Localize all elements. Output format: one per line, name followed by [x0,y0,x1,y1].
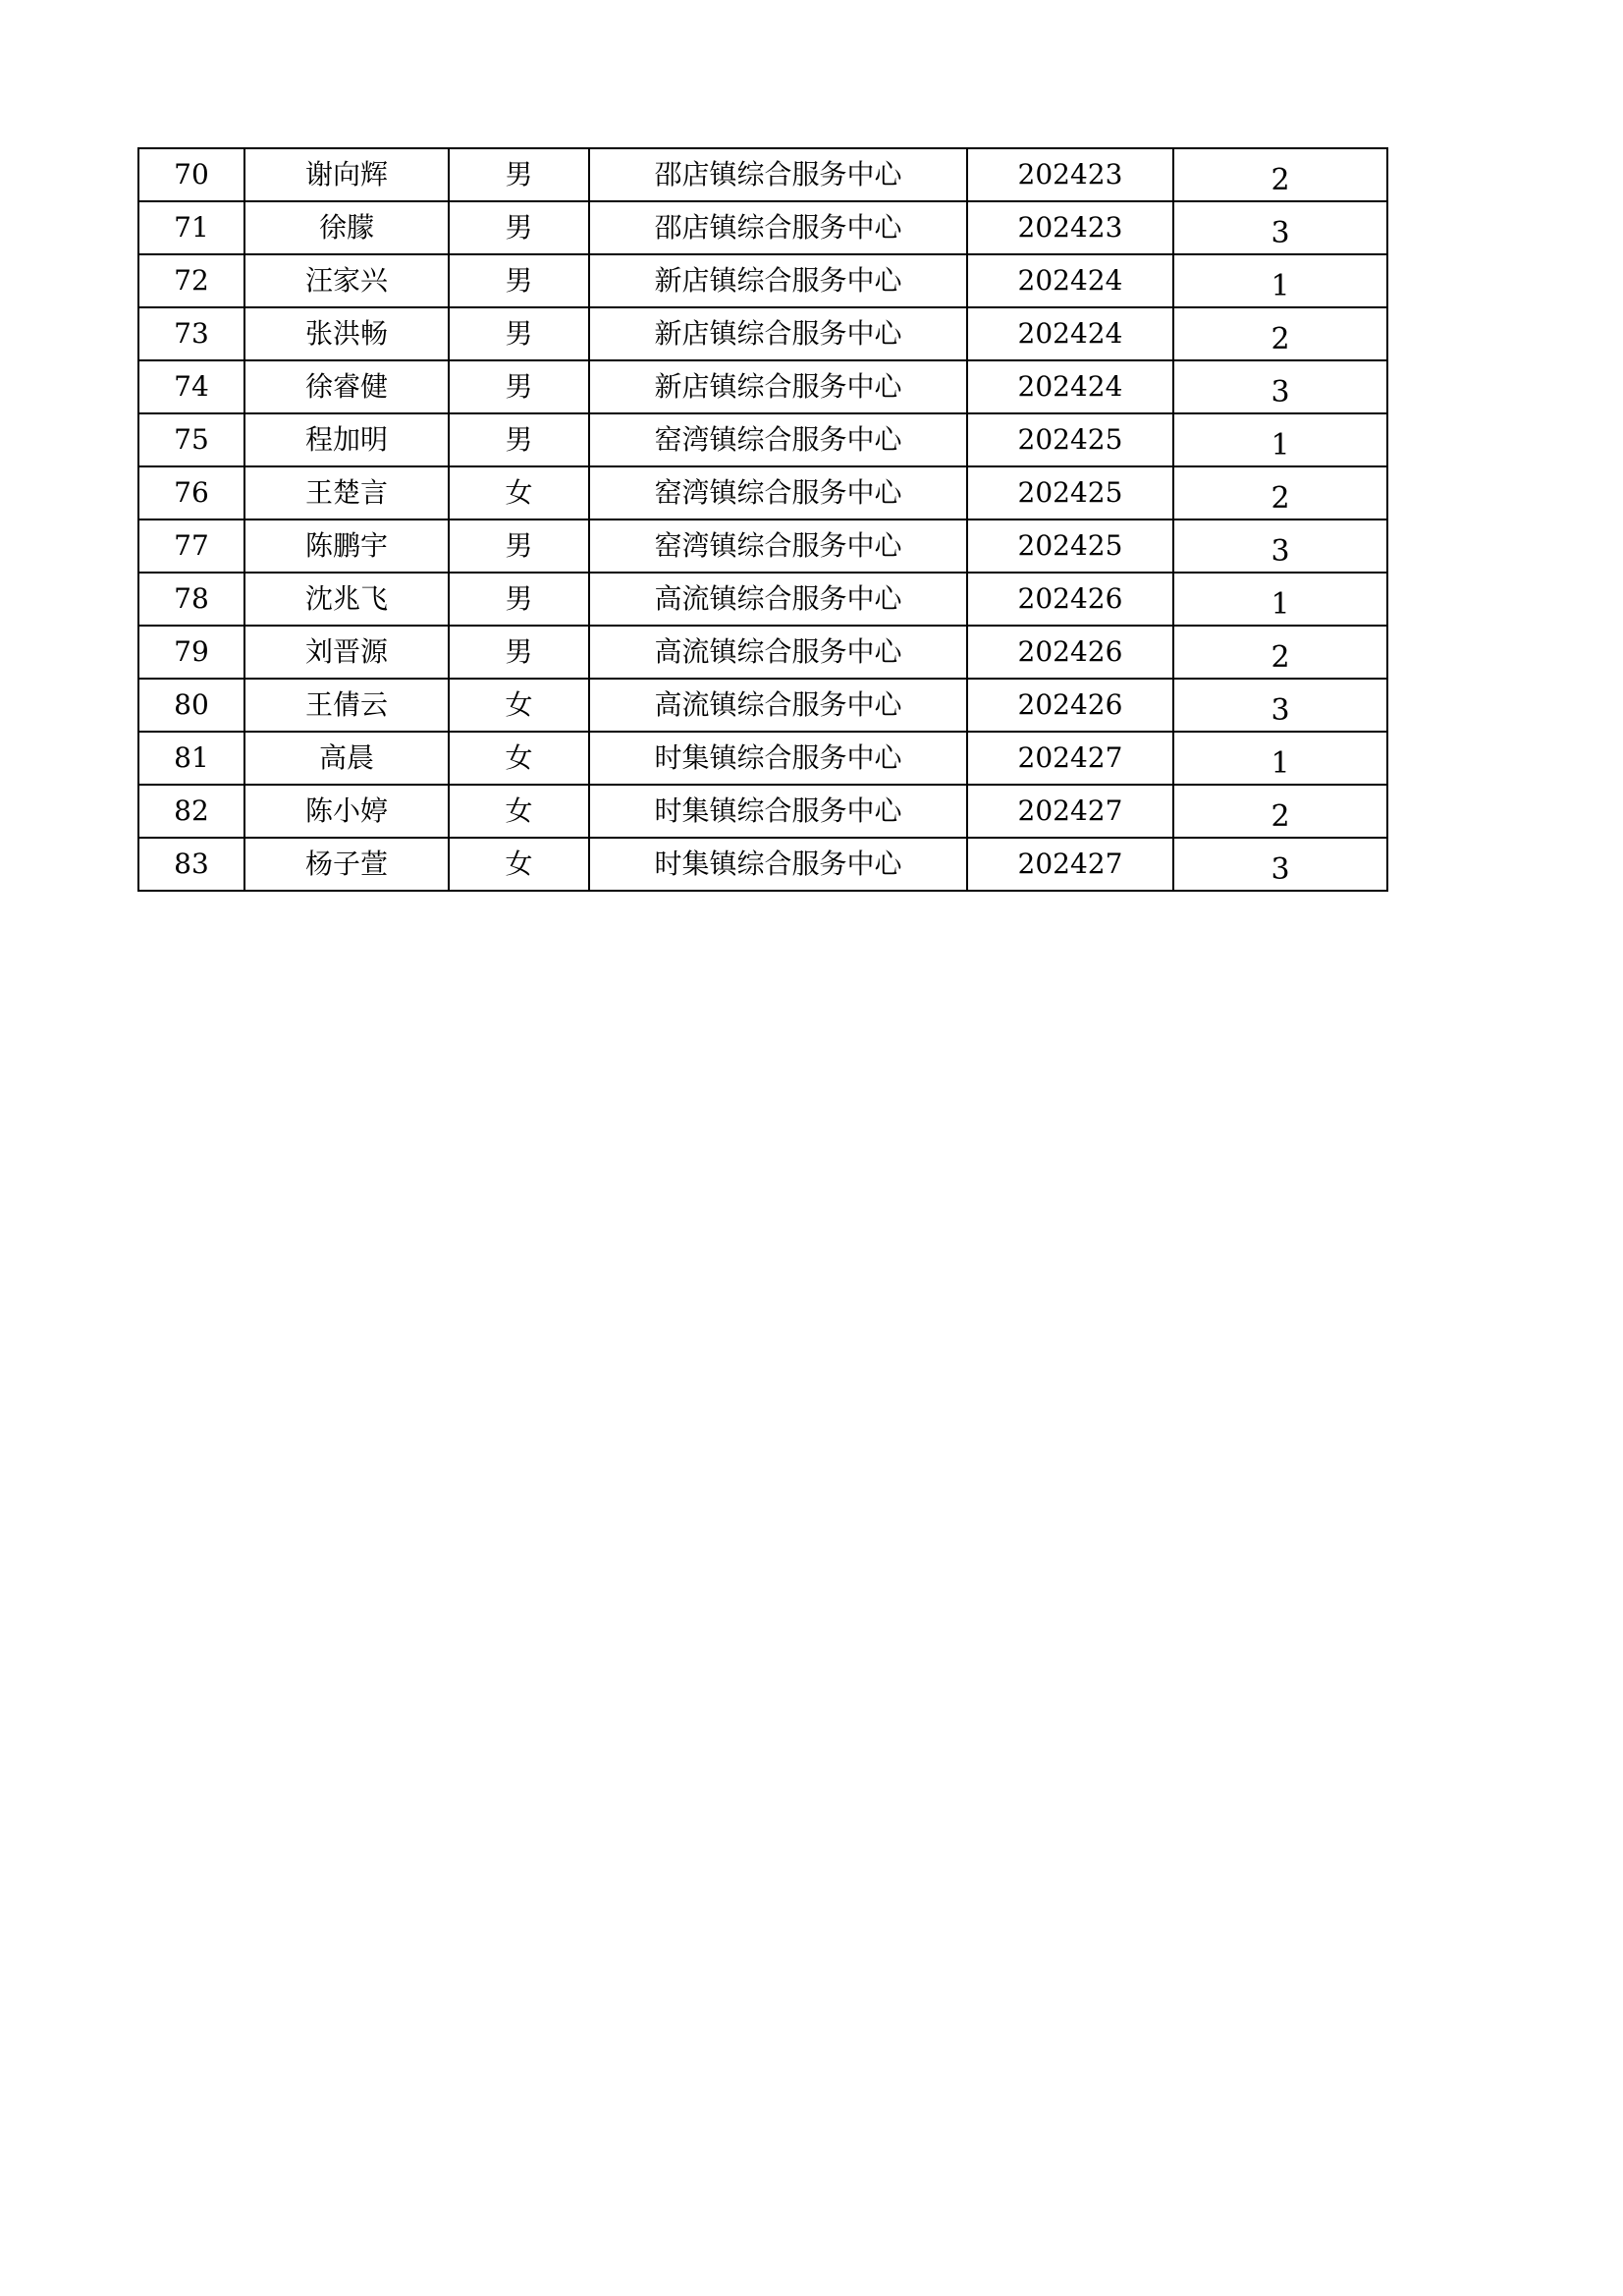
cell-position-rank-value: 1 [1271,746,1290,781]
cell-position-rank [1173,201,1387,254]
cell-gender: 男 [449,307,589,360]
cell-unit: 邵店镇综合服务中心 [589,148,967,201]
cell-gender: 男 [449,413,589,466]
cell-gender: 男 [449,360,589,413]
cell-position-rank-value: 3 [1271,693,1290,728]
table-row [138,201,1387,254]
table-row [138,466,1387,519]
cell-position-code: 202426 [967,573,1173,626]
cell-name: 王倩云 [244,679,449,732]
cell-unit: 新店镇综合服务中心 [589,360,967,413]
cell-number: 80 [138,679,244,732]
cell-name: 徐朦 [244,201,449,254]
cell-position-rank [1173,573,1387,626]
cell-number: 70 [138,148,244,201]
cell-position-rank-value: 2 [1271,799,1290,834]
cell-number: 75 [138,413,244,466]
cell-number: 79 [138,626,244,679]
cell-position-code: 202424 [967,307,1173,360]
cell-position-rank-value: 1 [1271,428,1290,463]
cell-position-code: 202425 [967,519,1173,573]
cell-position-code: 202426 [967,679,1173,732]
cell-number: 72 [138,254,244,307]
cell-gender: 女 [449,732,589,785]
table-row [138,148,1387,201]
cell-number: 76 [138,466,244,519]
cell-name: 张洪畅 [244,307,449,360]
table-row [138,679,1387,732]
cell-unit: 高流镇综合服务中心 [589,626,967,679]
cell-unit: 时集镇综合服务中心 [589,732,967,785]
roster-body [138,148,1387,891]
table-row [138,785,1387,838]
cell-number: 81 [138,732,244,785]
table-row [138,573,1387,626]
cell-position-code: 202425 [967,466,1173,519]
cell-position-rank-value: 2 [1271,640,1290,675]
table-row [138,519,1387,573]
cell-unit: 邵店镇综合服务中心 [589,201,967,254]
cell-gender: 男 [449,519,589,573]
cell-unit: 高流镇综合服务中心 [589,679,967,732]
cell-position-rank [1173,732,1387,785]
cell-gender: 男 [449,626,589,679]
cell-unit: 时集镇综合服务中心 [589,838,967,891]
cell-position-rank-value: 1 [1271,269,1290,303]
cell-position-rank-value: 2 [1271,481,1290,516]
table-row [138,413,1387,466]
cell-position-rank-value: 3 [1271,375,1290,410]
cell-position-rank [1173,838,1387,891]
cell-position-rank [1173,307,1387,360]
cell-name: 王楚言 [244,466,449,519]
cell-number: 74 [138,360,244,413]
cell-position-rank-value: 3 [1271,852,1290,887]
cell-position-code: 202427 [967,785,1173,838]
cell-position-rank-value: 2 [1271,163,1290,197]
table-row [138,838,1387,891]
cell-position-code: 202427 [967,838,1173,891]
cell-gender: 女 [449,785,589,838]
cell-name: 沈兆飞 [244,573,449,626]
cell-gender: 女 [449,679,589,732]
cell-position-rank [1173,466,1387,519]
cell-position-code: 202424 [967,254,1173,307]
cell-unit: 窑湾镇综合服务中心 [589,413,967,466]
cell-gender: 男 [449,573,589,626]
cell-unit: 新店镇综合服务中心 [589,307,967,360]
table-row [138,254,1387,307]
cell-position-code: 202423 [967,148,1173,201]
cell-unit: 窑湾镇综合服务中心 [589,466,967,519]
cell-number: 77 [138,519,244,573]
cell-unit: 时集镇综合服务中心 [589,785,967,838]
cell-name: 陈鹏宇 [244,519,449,573]
cell-position-code: 202424 [967,360,1173,413]
cell-position-rank [1173,148,1387,201]
cell-name: 刘晋源 [244,626,449,679]
cell-position-rank [1173,519,1387,573]
cell-name: 杨子萱 [244,838,449,891]
cell-name: 谢向辉 [244,148,449,201]
cell-position-code: 202423 [967,201,1173,254]
cell-number: 82 [138,785,244,838]
cell-position-rank [1173,360,1387,413]
cell-gender: 男 [449,148,589,201]
cell-name: 汪家兴 [244,254,449,307]
cell-position-rank [1173,679,1387,732]
cell-name: 徐睿健 [244,360,449,413]
roster-table [137,147,1388,892]
cell-position-rank-value: 3 [1271,534,1290,569]
cell-position-rank [1173,254,1387,307]
cell-position-code: 202425 [967,413,1173,466]
cell-position-rank [1173,413,1387,466]
table-row [138,360,1387,413]
cell-position-rank [1173,785,1387,838]
cell-position-rank [1173,626,1387,679]
cell-number: 83 [138,838,244,891]
table-row [138,626,1387,679]
cell-number: 71 [138,201,244,254]
table-row [138,732,1387,785]
cell-gender: 女 [449,838,589,891]
cell-name: 高晨 [244,732,449,785]
cell-gender: 女 [449,466,589,519]
cell-position-code: 202426 [967,626,1173,679]
table-row [138,307,1387,360]
cell-position-code: 202427 [967,732,1173,785]
cell-unit: 高流镇综合服务中心 [589,573,967,626]
cell-name: 陈小婷 [244,785,449,838]
cell-name: 程加明 [244,413,449,466]
cell-gender: 男 [449,201,589,254]
cell-position-rank-value: 2 [1271,322,1290,356]
cell-unit: 窑湾镇综合服务中心 [589,519,967,573]
cell-gender: 男 [449,254,589,307]
cell-number: 78 [138,573,244,626]
cell-number: 73 [138,307,244,360]
cell-position-rank-value: 1 [1271,587,1290,622]
cell-position-rank-value: 3 [1271,216,1290,250]
cell-unit: 新店镇综合服务中心 [589,254,967,307]
